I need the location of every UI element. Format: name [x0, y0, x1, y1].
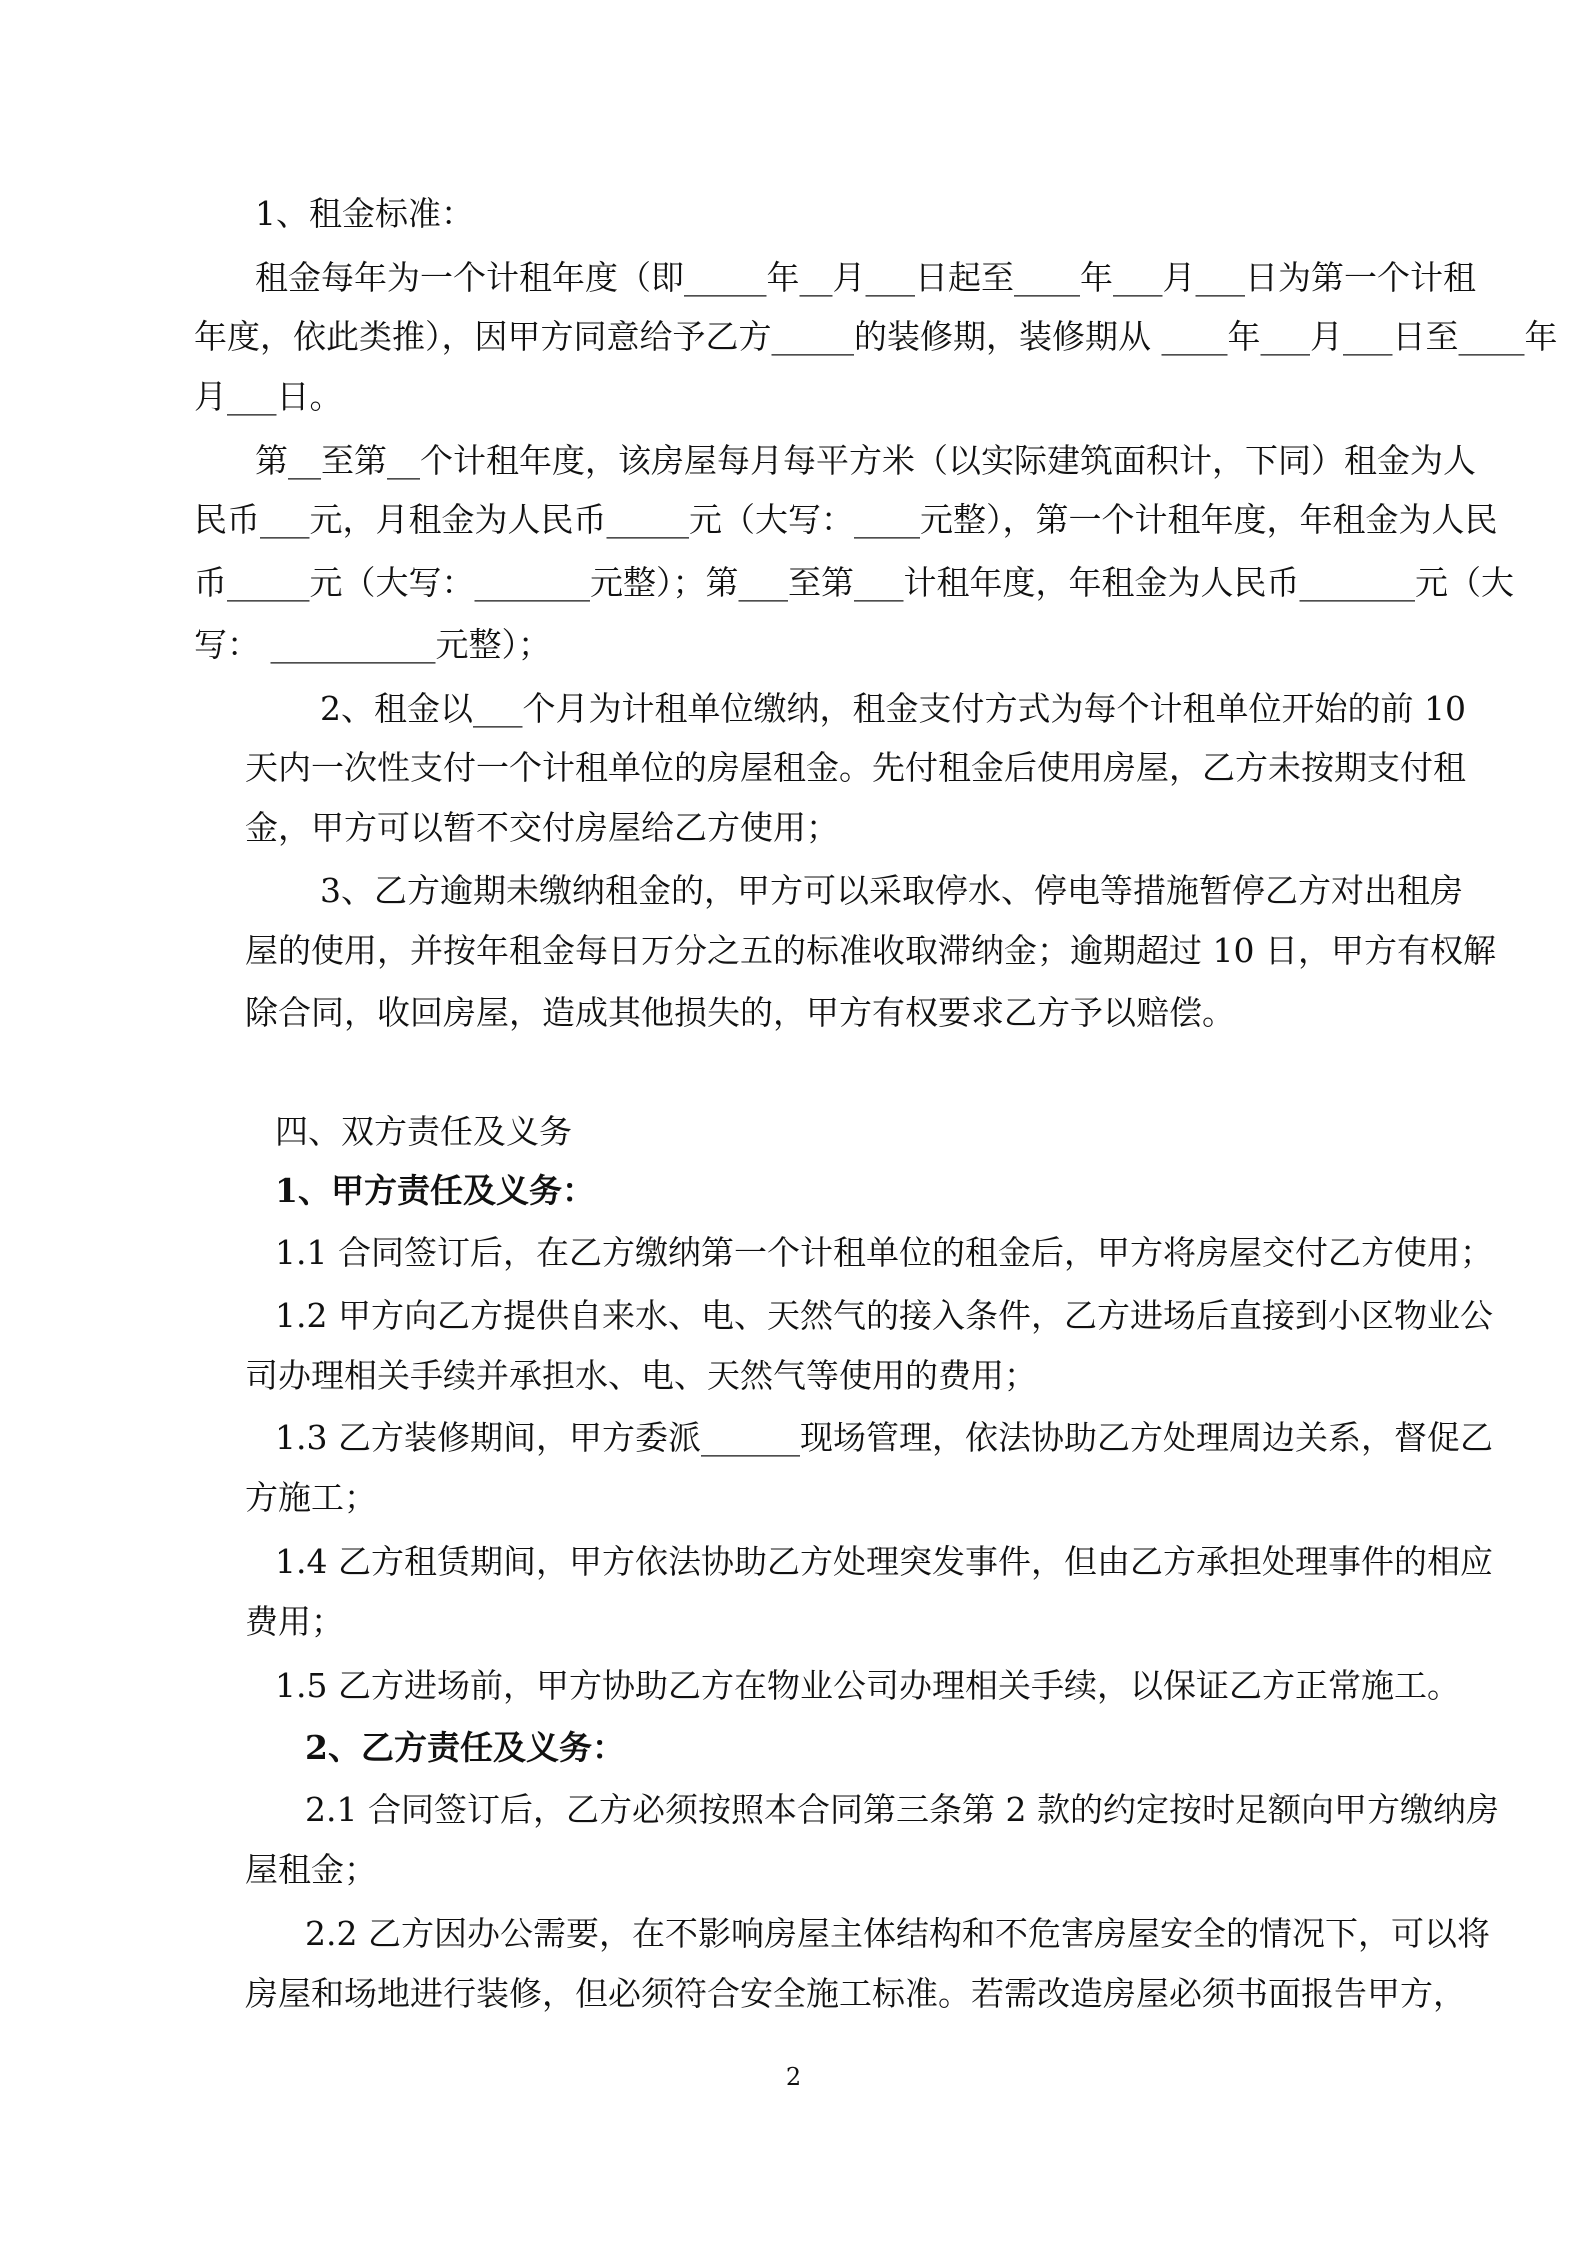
party-a-clause-line: 1.1 合同签订后，在乙方缴纳第一个计租单位的租金后，甲方将房屋交付乙方使用； — [275, 1233, 1493, 1272]
late-payment-clause-line: 屋的使用，并按年租金每日万分之五的标准收取滞纳金；逾期超过 10 日，甲方有权解 — [245, 931, 1496, 970]
rent-standard-heading: 1、租金标准： — [255, 194, 474, 233]
party-a-clause-line: 1.3 乙方装修期间，甲方委派______现场管理，依法协助乙方处理周边关系，督促乙 — [275, 1418, 1493, 1457]
rent-paragraph-line: 租金每年为一个计租年度（即_____年__月___日起至____年___月___日为第一个计租 — [255, 258, 1476, 297]
late-payment-clause-line: 3、乙方逾期未缴纳租金的，甲方可以采取停水、停电等措施暂停乙方对出租房 — [320, 871, 1463, 910]
rent-payment-clause-line: 天内一次性支付一个计租单位的房屋租金。先付租金后使用房屋，乙方未按期支付租 — [245, 748, 1466, 787]
party-b-duties-heading: 2、乙方责任及义务： — [305, 1728, 625, 1767]
rent-paragraph-line: 年度，依此类推），因甲方同意给予乙方_____的装修期，装修期从 ____年___月___日至____年 — [194, 317, 1558, 356]
party-a-clause-line: 方施工； — [245, 1478, 377, 1517]
rent-paragraph-line: 月___日。 — [194, 377, 343, 416]
party-b-clause-line: 房屋和场地进行装修，但必须符合安全施工标准。若需改造房屋必须书面报告甲方， — [245, 1974, 1466, 2013]
party-a-clause-line: 司办理相关手续并承担水、电、天然气等使用的费用； — [245, 1356, 1037, 1395]
party-b-clause-line: 屋租金； — [245, 1850, 377, 1889]
rent-payment-clause-line: 2、租金以___个月为计租单位缴纳，租金支付方式为每个计租单位开始的前 10 — [320, 689, 1466, 728]
party-a-clause-line: 1.4 乙方租赁期间，甲方依法协助乙方处理突发事件，但由乙方承担处理事件的相应 — [275, 1542, 1493, 1581]
party-b-clause-line: 2.1 合同签订后，乙方必须按照本合同第三条第 2 款的约定按时足额向甲方缴纳房 — [305, 1790, 1499, 1829]
late-payment-clause-line: 除合同，收回房屋，造成其他损失的，甲方有权要求乙方予以赔偿。 — [245, 993, 1235, 1032]
party-a-duties-heading: 1、甲方责任及义务： — [275, 1171, 595, 1210]
rent-payment-clause-line: 金，甲方可以暂不交付房屋给乙方使用； — [245, 808, 839, 847]
party-a-clause-line: 1.5 乙方进场前，甲方协助乙方在物业公司办理相关手续，以保证乙方正常施工。 — [275, 1666, 1460, 1705]
section-four-heading: 四、双方责任及义务 — [275, 1112, 572, 1151]
rent-amount-line: 民币___元，月租金为人民币_____元（大写：____元整），第一个计租年度，年租金为人民 — [194, 500, 1498, 539]
page-number: 2 — [785, 2063, 802, 2091]
party-a-clause-line: 费用； — [245, 1602, 344, 1641]
rent-amount-line: 第__至第__个计租年度，该房屋每月每平方米（以实际建筑面积计，下同）租金为人 — [255, 441, 1476, 480]
party-b-clause-line: 2.2 乙方因办公需要，在不影响房屋主体结构和不危害房屋安全的情况下，可以将 — [305, 1914, 1490, 1953]
party-a-clause-line: 1.2 甲方向乙方提供自来水、电、天然气的接入条件，乙方进场后直接到小区物业公 — [275, 1296, 1493, 1335]
rent-amount-line: 币_____元（大写：_______元整）；第___至第___计租年度，年租金为人民币_______元（大 — [194, 563, 1514, 602]
rent-amount-line: 写： __________元整）； — [194, 625, 551, 664]
